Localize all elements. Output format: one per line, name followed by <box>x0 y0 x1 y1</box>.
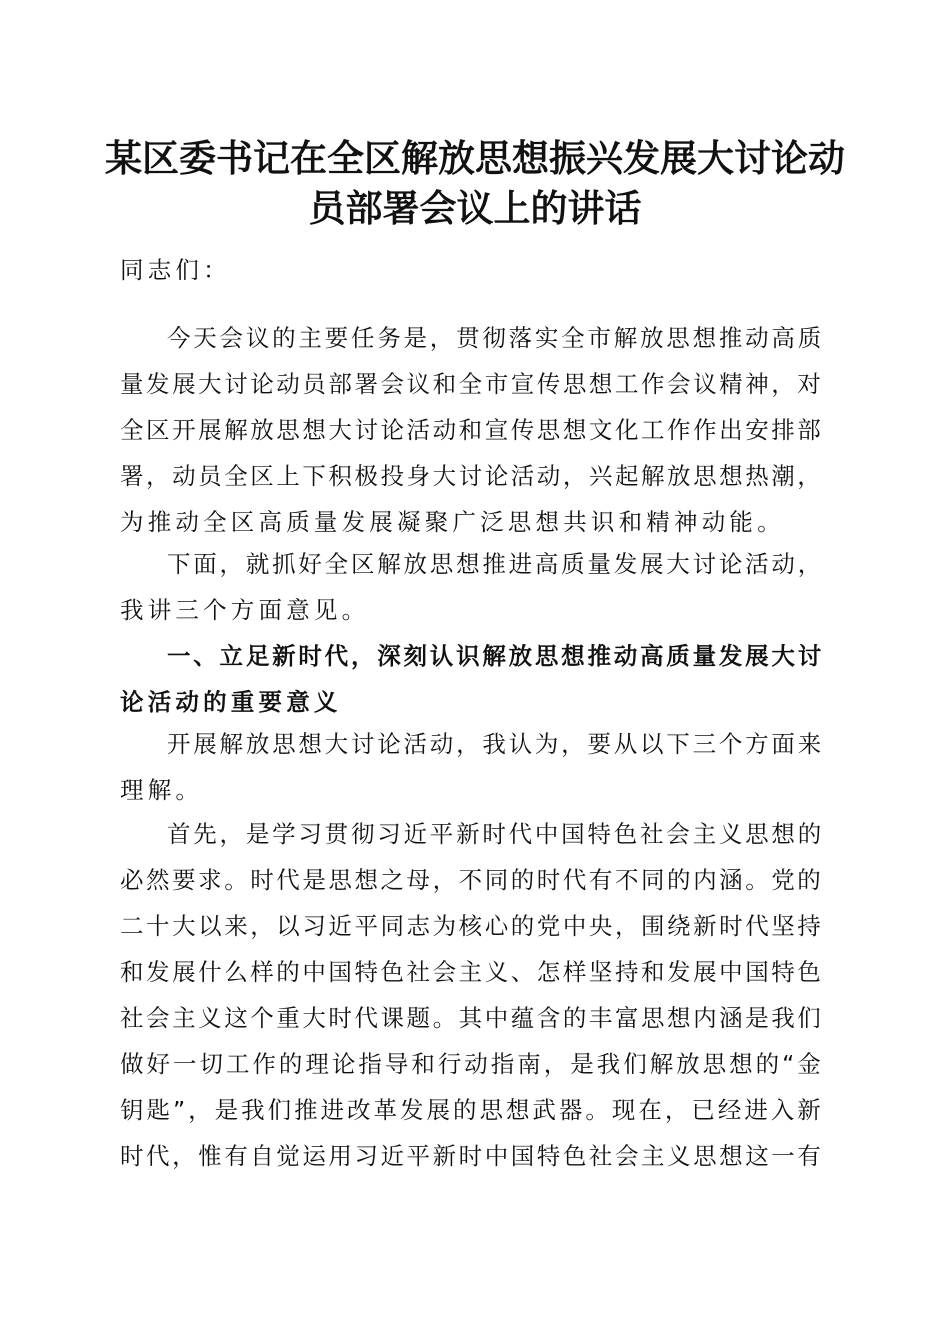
section-heading-line: 论活动的重要意义 <box>120 688 342 716</box>
paragraph-line: 下面，就抓好全区解放思想推进高质量发展大讨论活动， <box>167 550 824 578</box>
document-title-line-1: 某区委书记在全区解放思想振兴发展大讨论动 <box>105 136 845 180</box>
paragraph-line: 量发展大讨论动员部署会议和全市宣传思想工作会议精神，对 <box>120 370 824 398</box>
salutation: 同志们： <box>120 256 231 284</box>
paragraph-line: 为推动全区高质量发展凝聚广泛思想共识和精神动能。 <box>120 508 785 536</box>
paragraph-line: 开展解放思想大讨论活动，我认为，要从以下三个方面来 <box>167 730 824 758</box>
paragraph-line: 首先，是学习贯彻习近平新时代中国特色社会主义思想的 <box>167 820 824 848</box>
paragraph-line: 和发展什么样的中国特色社会主义、怎样坚持和发展中国特色 <box>120 958 824 986</box>
paragraph-line: 理解。 <box>120 776 204 804</box>
paragraph-line: 必然要求。时代是思想之母，不同的时代有不同的内涵。党的 <box>120 866 824 894</box>
paragraph-line: 二十大以来，以习近平同志为核心的党中央，围绕新时代坚持 <box>120 912 824 940</box>
document-title-line-2: 员部署会议上的讲话 <box>308 186 642 230</box>
paragraph-line: 做好一切工作的理论指导和行动指南，是我们解放思想的“金 <box>120 1050 824 1078</box>
paragraph-line: 我讲三个方面意见。 <box>120 596 370 624</box>
paragraph-line: 署，动员全区上下积极投身大讨论活动，兴起解放思想热潮， <box>120 462 824 490</box>
section-heading-line: 一、立足新时代，深刻认识解放思想推动高质量发展大讨 <box>167 642 824 670</box>
paragraph-line: 全区开展解放思想大讨论活动和宣传思想文化工作作出安排部 <box>120 416 824 444</box>
paragraph-line: 时代，惟有自觉运用习近平新时中国特色社会主义思想这一有 <box>120 1142 824 1170</box>
paragraph-line: 今天会议的主要任务是，贯彻落实全市解放思想推动高质 <box>167 324 824 352</box>
paragraph-line: 钥匙”，是我们推进改革发展的思想武器。现在，已经进入新 <box>120 1096 824 1124</box>
paragraph-line: 社会主义这个重大时代课题。其中蕴含的丰富思想内涵是我们 <box>120 1004 824 1032</box>
